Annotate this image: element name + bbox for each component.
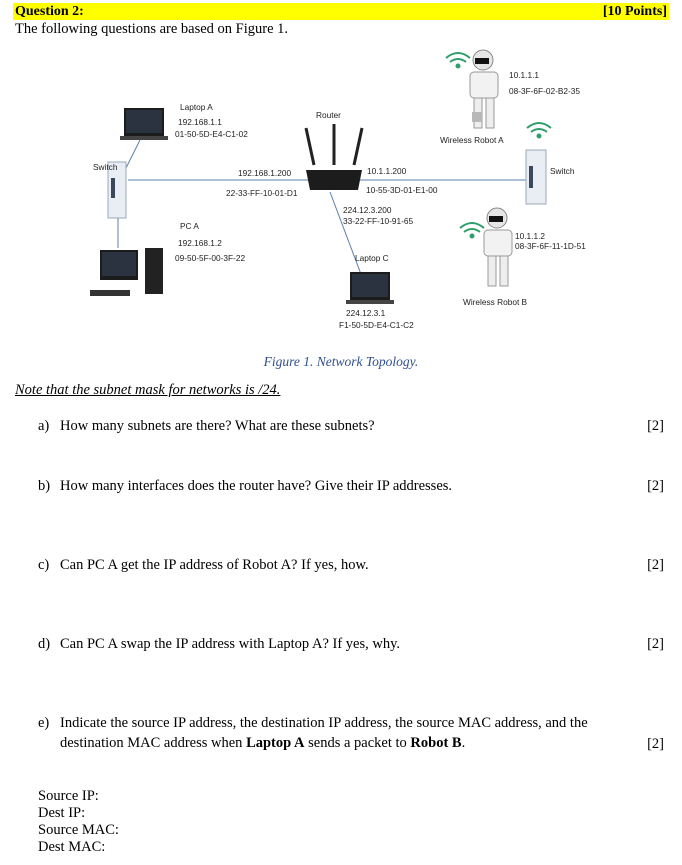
question-d: d) Can PC A swap the IP address with Laptop A? If yes, why. xyxy=(38,636,401,652)
pc-a-icon xyxy=(90,248,163,296)
router-if1-mac: 22-33-FF-10-01-D1 xyxy=(226,188,298,198)
robot-a-name: Wireless Robot A xyxy=(440,135,504,145)
question-d-points: [2] xyxy=(647,636,664,652)
robot-b-ref: Robot B xyxy=(410,735,462,751)
answer-dest-mac-label: Dest MAC: xyxy=(38,839,106,855)
answer-source-mac-label: Source MAC: xyxy=(38,822,119,838)
robot-b-name: Wireless Robot B xyxy=(463,297,528,307)
answer-dest-ip-label: Dest IP: xyxy=(38,805,86,821)
total-points: [10 Points] xyxy=(602,4,667,19)
laptop-c-icon xyxy=(346,272,394,304)
question-a: a) How many subnets are there? What are these subnets? xyxy=(38,418,375,434)
question-b: b) How many interfaces does the router have? Give their IP addresses. xyxy=(38,478,453,494)
pc-a-name: PC A xyxy=(180,221,199,231)
laptop-a-ip: 192.168.1.1 xyxy=(178,117,222,127)
robot-a-ip: 10.1.1.1 xyxy=(509,70,539,80)
robot-b-icon xyxy=(484,208,512,286)
question-e-points: [2] xyxy=(647,736,664,752)
router-if3-ip: 224.12.3.200 xyxy=(343,205,392,215)
switch-right-icon xyxy=(526,150,546,204)
router-if1-ip: 192.168.1.200 xyxy=(238,168,292,178)
laptop-a-mac: 01-50-5D-E4-C1-02 xyxy=(175,129,248,139)
laptop-c-name: Laptop C xyxy=(355,253,389,263)
router-if3-mac: 33-22-FF-10-91-65 xyxy=(343,216,414,226)
laptop-a-icon xyxy=(120,108,168,140)
laptop-c-mac: F1-50-5D-E4-C1-C2 xyxy=(339,320,414,330)
pc-a-mac: 09-50-5F-00-3F-22 xyxy=(175,253,246,263)
laptop-a-ref: Laptop A xyxy=(246,735,305,751)
question-b-points: [2] xyxy=(647,478,664,494)
router-name: Router xyxy=(316,110,341,120)
laptop-c-ip: 224.12.3.1 xyxy=(346,308,386,318)
laptop-a-name: Laptop A xyxy=(180,102,213,112)
robot-a-icon xyxy=(470,50,498,128)
question-c-points: [2] xyxy=(647,557,664,573)
intro-text: The following questions are based on Figure 1. xyxy=(15,21,289,37)
figure-caption: Figure 1. Network Topology. xyxy=(263,354,419,369)
pc-a-ip: 192.168.1.2 xyxy=(178,238,222,248)
router-icon xyxy=(306,124,362,190)
subnet-note: Note that the subnet mask for networks is /24. xyxy=(15,382,281,398)
router-if2-mac: 10-55-3D-01-E1-00 xyxy=(366,185,438,195)
robot-a-mac: 08-3F-6F-02-B2-35 xyxy=(509,86,581,96)
robot-b-ip: 10.1.1.2 xyxy=(515,231,545,241)
switch-right-label: Switch xyxy=(550,166,575,176)
question-c: c) Can PC A get the IP address of Robot A? If yes, how. xyxy=(38,557,369,573)
robot-b-mac: 08-3F-6F-11-1D-51 xyxy=(515,241,586,251)
answer-source-ip-label: Source IP: xyxy=(38,788,99,804)
question-a-points: [2] xyxy=(647,418,664,434)
switch-left-label: Switch xyxy=(93,162,118,172)
question-e: e) Indicate the source IP address, the destination IP address, the source MAC address, and the destination MAC address when Laptop A sends a packet to Robot B. xyxy=(38,715,588,751)
question-title: Question 2: xyxy=(15,4,84,19)
router-if2-ip: 10.1.1.200 xyxy=(367,166,407,176)
